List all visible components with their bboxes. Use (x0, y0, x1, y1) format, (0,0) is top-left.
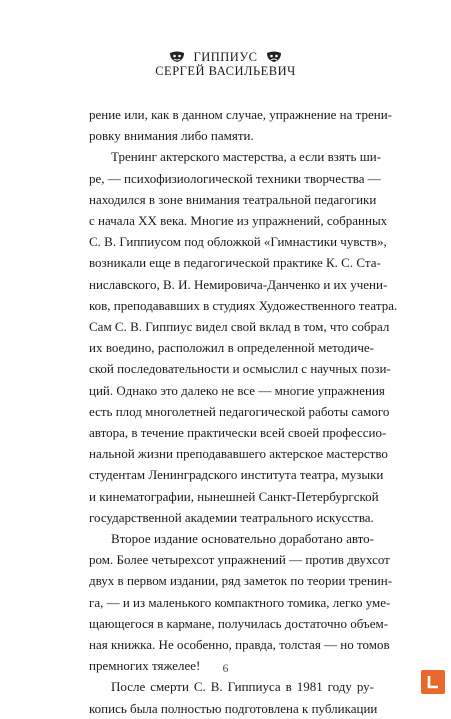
text-line: государственной академии театрального искусства. (89, 509, 374, 525)
text-line: автора, в течение практически всей своей профессио- (89, 425, 387, 441)
labirint-logo-icon (421, 670, 445, 694)
text-line: нальной жизни преподававшего актерское мастерство (89, 446, 388, 462)
header-author-surname: ГИППИУС (193, 50, 258, 64)
text-line: возникали еще в педагогической практике К. С. Ста- (89, 255, 381, 271)
text-line: ровку внимания либо памяти. (89, 128, 254, 144)
text-line: премногих тяжелее! (89, 658, 201, 674)
text-line: ром. Более четырехсот упражнений — против двухсот (89, 552, 390, 568)
text-line: щающегося в кармане, получилась достаточно объем- (89, 615, 389, 631)
text-line: Второе издание основательно доработано авто- (111, 531, 374, 547)
text-line: ций. Однако это далеко не все — многие упражнения (89, 382, 385, 398)
text-line: С. В. Гиппиусом под обложкой «Гимнастики чувств», (89, 234, 387, 250)
text-line: ре, — психофизиологической техники творчества — (89, 170, 381, 186)
labirint-logo-glyph-icon (425, 674, 441, 690)
text-line: двух в первом издании, ряд заметок по теории тренин- (89, 573, 393, 589)
theater-mask-icon (169, 51, 185, 63)
paragraph (89, 146, 398, 528)
text-line: ской последовательности и осмыслил с научных пози- (89, 361, 391, 377)
page-number: 6 (222, 661, 229, 675)
text-line: есть плод многолетней педагогической работы самого (89, 403, 390, 419)
text-line: копись была полностью подготовлена к публикации (89, 700, 378, 716)
theater-mask-icon (266, 51, 282, 63)
paragraph (89, 676, 378, 718)
body-text (89, 104, 398, 719)
text-line: га, — и из маленького компактного томика, легко уме- (89, 594, 391, 610)
paragraph (89, 104, 393, 146)
text-line: ниславского, В. И. Немировича-Данченко и их учени- (89, 276, 388, 292)
text-line: Тренинг актерского мастерства, а если взять ши- (111, 149, 382, 165)
header-author-row (0, 50, 451, 64)
running-header (0, 50, 451, 78)
text-line: их воедино, расположил в определенной методиче- (89, 340, 374, 356)
text-line: Сам С. В. Гиппиус видел свой вклад в том, что собрал (89, 319, 390, 335)
text-line: и кинематографии, нынешней Санкт-Петербургской (89, 488, 379, 504)
text-line: После смерти С. В. Гиппиуса в 1981 году ру- (111, 679, 374, 695)
text-line: с начала XX века. Многие из упражнений, собранных (89, 213, 388, 229)
text-line: студентам Ленинградского института театра, музыки (89, 467, 384, 483)
paragraph (89, 528, 393, 676)
header-author-name: СЕРГЕЙ ВАСИЛЬЕВИЧ (155, 64, 296, 78)
text-line: ная книжка. Не особенно, правда, толстая — но томов (89, 637, 390, 653)
text-line: находился в зоне внимания театральной педагогики (89, 191, 377, 207)
text-line: ков, преподававших в студиях Художественного театра. (89, 297, 398, 313)
text-line: рение или, как в данном случае, упражнение на трени- (89, 107, 393, 122)
